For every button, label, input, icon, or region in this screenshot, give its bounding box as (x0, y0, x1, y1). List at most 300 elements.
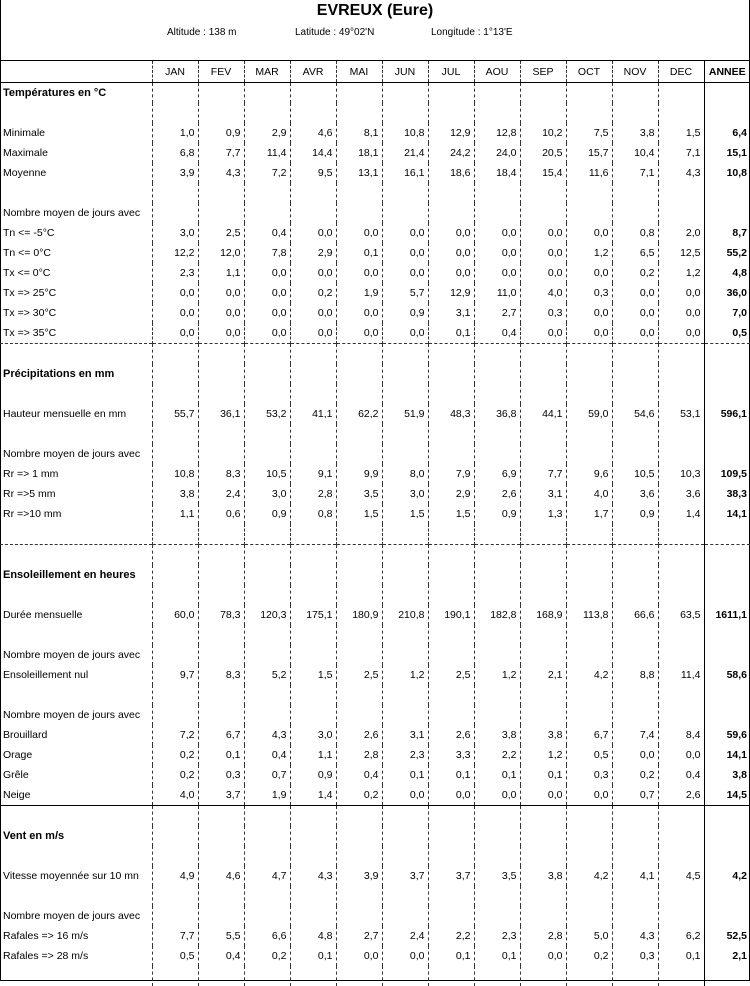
annual-value-cell: 3,8 (704, 765, 750, 785)
month-value-cell (152, 906, 198, 926)
month-value-cell (612, 826, 658, 846)
month-value-cell (612, 685, 658, 705)
month-value-cell: 4,5 (658, 866, 704, 886)
month-value-cell: 0,0 (520, 263, 566, 283)
month-value-cell: 6,2 (658, 926, 704, 946)
month-value-cell (290, 705, 336, 725)
annual-value-cell: 6,4 (704, 123, 750, 143)
spacer-row (0, 966, 750, 986)
month-value-cell: 175,1 (290, 605, 336, 625)
month-value-cell (244, 384, 290, 404)
month-value-cell: 11,0 (474, 283, 520, 303)
annual-value-cell: 596,1 (704, 404, 750, 424)
month-value-cell: 13,1 (336, 163, 382, 183)
section-title: Températures en °C (0, 83, 152, 104)
annual-value-cell (704, 424, 750, 444)
row-label: Ensoleillement nul (0, 665, 152, 685)
month-value-cell (382, 565, 428, 585)
month-value-cell (290, 625, 336, 645)
month-value-cell: 3,1 (428, 303, 474, 323)
month-value-cell: 4,3 (198, 163, 244, 183)
month-value-cell (336, 826, 382, 846)
month-value-cell (566, 83, 612, 104)
month-value-cell (612, 966, 658, 986)
month-value-cell: 0,0 (152, 303, 198, 323)
month-value-cell: 1,1 (198, 263, 244, 283)
month-value-cell: 0,0 (658, 283, 704, 303)
month-value-cell: 6,7 (566, 725, 612, 745)
annual-value-cell (704, 966, 750, 986)
annual-value-cell (704, 846, 750, 866)
month-value-cell (428, 645, 474, 665)
month-value-cell (244, 344, 290, 365)
month-value-cell: 0,1 (290, 946, 336, 966)
month-value-cell: 182,8 (474, 605, 520, 625)
month-value-cell: 4,7 (244, 866, 290, 886)
month-value-cell (152, 846, 198, 866)
month-value-cell (566, 565, 612, 585)
annual-value-cell: 14,1 (704, 504, 750, 524)
month-value-cell: 0,0 (428, 263, 474, 283)
row-label (0, 846, 152, 866)
month-value-cell (290, 103, 336, 123)
month-value-cell: 0,0 (428, 243, 474, 263)
month-value-cell (520, 685, 566, 705)
month-value-cell: 0,0 (336, 223, 382, 243)
row-label: Tx <= 0°C (0, 263, 152, 283)
month-value-cell: 10,8 (382, 123, 428, 143)
row-label (0, 685, 152, 705)
month-value-cell (244, 545, 290, 566)
month-value-cell (336, 203, 382, 223)
month-value-cell: 54,6 (612, 404, 658, 424)
month-value-cell (290, 444, 336, 464)
month-value-cell: 0,5 (152, 946, 198, 966)
month-value-cell (198, 364, 244, 384)
month-value-cell (428, 524, 474, 545)
annual-value-cell: 10,8 (704, 163, 750, 183)
month-value-cell: 0,0 (566, 785, 612, 806)
month-value-cell (612, 886, 658, 906)
month-value-cell (198, 846, 244, 866)
month-value-cell (336, 906, 382, 926)
month-value-cell: 0,0 (244, 323, 290, 344)
month-value-cell: 4,9 (152, 866, 198, 886)
column-header: JUL (428, 61, 474, 83)
header-blank-cell (0, 61, 152, 83)
month-value-cell: 9,5 (290, 163, 336, 183)
month-value-cell (612, 565, 658, 585)
month-value-cell (520, 966, 566, 986)
month-value-cell (198, 565, 244, 585)
month-value-cell (566, 846, 612, 866)
month-value-cell (612, 83, 658, 104)
month-value-cell (382, 364, 428, 384)
row-label: Nombre moyen de jours avec (0, 705, 152, 725)
month-value-cell: 0,0 (336, 263, 382, 283)
month-value-cell (152, 966, 198, 986)
month-value-cell (244, 705, 290, 725)
month-value-cell: 0,1 (198, 745, 244, 765)
month-value-cell (290, 886, 336, 906)
month-value-cell: 2,2 (428, 926, 474, 946)
table-row (0, 464, 750, 484)
row-label: Tx => 30°C (0, 303, 152, 323)
month-value-cell: 10,8 (152, 464, 198, 484)
month-value-cell (198, 806, 244, 827)
month-value-cell (198, 384, 244, 404)
month-value-cell: 7,2 (152, 725, 198, 745)
month-value-cell (612, 585, 658, 605)
month-value-cell: 8,8 (612, 665, 658, 685)
month-value-cell: 9,7 (152, 665, 198, 685)
month-value-cell: 0,2 (566, 946, 612, 966)
month-value-cell: 5,5 (198, 926, 244, 946)
month-value-cell (658, 906, 704, 926)
month-value-cell (336, 565, 382, 585)
latitude-label: Latitude : 49°02'N (295, 27, 374, 38)
month-value-cell: 0,0 (382, 223, 428, 243)
month-value-cell (474, 524, 520, 545)
row-label: Brouillard (0, 725, 152, 745)
month-value-cell (428, 906, 474, 926)
month-value-cell (152, 344, 198, 365)
month-value-cell: 0,2 (336, 785, 382, 806)
month-value-cell: 24,2 (428, 143, 474, 163)
month-value-cell (658, 806, 704, 827)
month-value-cell (520, 826, 566, 846)
month-value-cell: 10,3 (658, 464, 704, 484)
month-value-cell: 1,5 (290, 665, 336, 685)
row-label: Nombre moyen de jours avec (0, 203, 152, 223)
table-row (0, 605, 750, 625)
section-header-row (0, 364, 750, 384)
month-value-cell: 3,5 (474, 866, 520, 886)
month-value-cell: 0,0 (566, 263, 612, 283)
month-value-cell: 5,0 (566, 926, 612, 946)
month-value-cell (566, 183, 612, 203)
annual-value-cell: 52,5 (704, 926, 750, 946)
month-value-cell: 0,1 (428, 323, 474, 344)
month-value-cell (520, 103, 566, 123)
month-value-cell (290, 524, 336, 545)
row-label: Nombre moyen de jours avec (0, 906, 152, 926)
month-value-cell (198, 585, 244, 605)
month-value-cell: 2,5 (428, 665, 474, 685)
month-value-cell (566, 625, 612, 645)
month-value-cell: 1,1 (290, 745, 336, 765)
month-value-cell: 0,0 (198, 283, 244, 303)
month-value-cell: 3,5 (336, 484, 382, 504)
month-value-cell (244, 424, 290, 444)
table-body (0, 83, 750, 986)
month-value-cell: 2,5 (198, 223, 244, 243)
month-value-cell (290, 826, 336, 846)
column-header: FEV (198, 61, 244, 83)
month-value-cell: 0,2 (152, 765, 198, 785)
spacer-row (0, 384, 750, 404)
month-value-cell (428, 364, 474, 384)
month-value-cell (336, 424, 382, 444)
row-label: Tx => 25°C (0, 283, 152, 303)
month-value-cell (520, 183, 566, 203)
month-value-cell (382, 183, 428, 203)
month-value-cell (520, 565, 566, 585)
annual-value-cell (704, 685, 750, 705)
month-value-cell: 3,0 (382, 484, 428, 504)
month-value-cell: 4,1 (612, 866, 658, 886)
month-value-cell: 7,1 (658, 143, 704, 163)
annual-value-cell: 1611,1 (704, 605, 750, 625)
month-value-cell: 0,2 (612, 263, 658, 283)
section-header-row (0, 565, 750, 585)
month-value-cell (382, 384, 428, 404)
month-value-cell (428, 444, 474, 464)
month-value-cell: 0,0 (520, 243, 566, 263)
row-label: Moyenne (0, 163, 152, 183)
month-value-cell: 12,0 (198, 243, 244, 263)
month-value-cell (290, 183, 336, 203)
table-row (0, 725, 750, 745)
month-value-cell (520, 203, 566, 223)
month-value-cell (152, 565, 198, 585)
month-value-cell (474, 203, 520, 223)
month-value-cell (382, 705, 428, 725)
month-value-cell: 0,2 (152, 745, 198, 765)
annual-value-cell (704, 886, 750, 906)
annual-value-cell (704, 585, 750, 605)
month-value-cell (428, 826, 474, 846)
month-value-cell: 0,0 (382, 323, 428, 344)
month-value-cell: 0,0 (658, 745, 704, 765)
month-value-cell: 0,8 (612, 223, 658, 243)
month-value-cell (290, 585, 336, 605)
month-value-cell (244, 524, 290, 545)
annual-value-cell: 7,0 (704, 303, 750, 323)
annual-value-cell: 14,5 (704, 785, 750, 806)
month-value-cell: 6,9 (474, 464, 520, 484)
row-label (0, 103, 152, 123)
month-value-cell (566, 364, 612, 384)
month-value-cell: 12,9 (428, 283, 474, 303)
month-value-cell (336, 645, 382, 665)
month-value-cell: 24,0 (474, 143, 520, 163)
annual-value-cell (704, 183, 750, 203)
month-value-cell: 1,5 (428, 504, 474, 524)
month-value-cell (658, 524, 704, 545)
month-value-cell (566, 705, 612, 725)
month-value-cell: 53,1 (658, 404, 704, 424)
month-value-cell: 0,0 (658, 323, 704, 344)
table-row (0, 223, 750, 243)
month-value-cell (566, 966, 612, 986)
month-value-cell: 0,5 (566, 745, 612, 765)
month-value-cell: 3,8 (152, 484, 198, 504)
column-header: JUN (382, 61, 428, 83)
month-value-cell (474, 103, 520, 123)
month-value-cell: 120,3 (244, 605, 290, 625)
month-value-cell: 190,1 (428, 605, 474, 625)
month-value-cell (612, 344, 658, 365)
month-value-cell (290, 906, 336, 926)
month-value-cell (474, 846, 520, 866)
table-row (0, 163, 750, 183)
annual-value-cell: 15,1 (704, 143, 750, 163)
month-value-cell (520, 625, 566, 645)
month-value-cell: 10,5 (244, 464, 290, 484)
annual-value-cell (704, 565, 750, 585)
annual-value-cell: 8,7 (704, 223, 750, 243)
month-value-cell (474, 826, 520, 846)
month-value-cell (474, 444, 520, 464)
spacer-row (0, 585, 750, 605)
month-value-cell (612, 203, 658, 223)
month-value-cell (336, 103, 382, 123)
annual-value-cell (704, 203, 750, 223)
month-value-cell (198, 83, 244, 104)
month-value-cell (290, 806, 336, 827)
month-value-cell (198, 625, 244, 645)
month-value-cell: 0,9 (474, 504, 520, 524)
month-value-cell (244, 565, 290, 585)
month-value-cell (336, 966, 382, 986)
spacer-row (0, 705, 750, 725)
month-value-cell (428, 685, 474, 705)
month-value-cell: 6,8 (152, 143, 198, 163)
month-value-cell: 0,0 (244, 303, 290, 323)
table-row (0, 946, 750, 966)
month-value-cell (244, 625, 290, 645)
month-value-cell: 4,6 (290, 123, 336, 143)
table-row (0, 323, 750, 344)
month-value-cell: 1,4 (290, 785, 336, 806)
month-value-cell: 2,3 (152, 263, 198, 283)
month-value-cell (290, 424, 336, 444)
month-value-cell (290, 685, 336, 705)
month-value-cell (566, 585, 612, 605)
annual-value-cell (704, 705, 750, 725)
table-row (0, 745, 750, 765)
month-value-cell: 4,3 (244, 725, 290, 745)
month-value-cell (658, 344, 704, 365)
month-value-cell: 0,0 (566, 323, 612, 344)
month-value-cell (520, 806, 566, 827)
table-row (0, 283, 750, 303)
spacer-row (0, 846, 750, 866)
column-header: AVR (290, 61, 336, 83)
month-value-cell (474, 886, 520, 906)
table-row (0, 785, 750, 806)
row-label: Orage (0, 745, 152, 765)
month-value-cell: 0,2 (290, 283, 336, 303)
row-label: Vitesse moyennée sur 10 mn (0, 866, 152, 886)
month-value-cell: 7,9 (428, 464, 474, 484)
month-value-cell (474, 806, 520, 827)
table-row (0, 504, 750, 524)
month-value-cell: 36,8 (474, 404, 520, 424)
month-value-cell (474, 344, 520, 365)
section-title: Ensoleillement en heures (0, 565, 152, 585)
month-value-cell: 15,7 (566, 143, 612, 163)
month-value-cell (612, 545, 658, 566)
month-value-cell: 0,3 (612, 946, 658, 966)
month-value-cell (152, 585, 198, 605)
month-value-cell (520, 705, 566, 725)
month-value-cell: 3,7 (198, 785, 244, 806)
month-value-cell: 18,6 (428, 163, 474, 183)
month-value-cell: 7,8 (244, 243, 290, 263)
spacer-row (0, 645, 750, 665)
row-label: Grêle (0, 765, 152, 785)
month-value-cell: 0,4 (474, 323, 520, 344)
month-value-cell: 44,1 (520, 404, 566, 424)
month-value-cell (382, 524, 428, 545)
month-value-cell (290, 203, 336, 223)
month-value-cell: 12,8 (474, 123, 520, 143)
month-value-cell (520, 545, 566, 566)
month-value-cell: 0,9 (244, 504, 290, 524)
table-row (0, 263, 750, 283)
month-value-cell: 2,2 (474, 745, 520, 765)
month-value-cell (336, 384, 382, 404)
month-value-cell (336, 846, 382, 866)
annual-value-cell (704, 83, 750, 104)
month-value-cell: 1,2 (382, 665, 428, 685)
month-value-cell (152, 203, 198, 223)
month-value-cell: 8,3 (198, 464, 244, 484)
month-value-cell (474, 424, 520, 444)
annual-value-cell: 55,2 (704, 243, 750, 263)
month-value-cell: 0,1 (428, 946, 474, 966)
month-value-cell (198, 103, 244, 123)
annual-value-cell (704, 625, 750, 645)
month-value-cell (336, 886, 382, 906)
month-value-cell (658, 103, 704, 123)
month-value-cell (428, 384, 474, 404)
annual-value-cell (704, 545, 750, 566)
month-value-cell (520, 886, 566, 906)
month-value-cell: 2,6 (428, 725, 474, 745)
month-value-cell (474, 364, 520, 384)
month-value-cell: 3,7 (428, 866, 474, 886)
month-value-cell (474, 183, 520, 203)
column-header: DEC (658, 61, 704, 83)
table-row (0, 765, 750, 785)
longitude-label: Longitude : 1°13'E (431, 27, 513, 38)
month-value-cell: 3,7 (382, 866, 428, 886)
month-value-cell (198, 886, 244, 906)
table-row (0, 123, 750, 143)
section-title: Vent en m/s (0, 826, 152, 846)
spacer-row (0, 344, 750, 365)
month-value-cell: 0,0 (382, 946, 428, 966)
month-value-cell (198, 826, 244, 846)
month-value-cell (244, 806, 290, 827)
month-value-cell: 3,0 (152, 223, 198, 243)
month-value-cell: 4,2 (566, 665, 612, 685)
month-value-cell (152, 685, 198, 705)
row-label: Durée mensuelle (0, 605, 152, 625)
month-value-cell: 0,1 (428, 765, 474, 785)
month-value-cell (658, 183, 704, 203)
month-value-cell: 4,8 (290, 926, 336, 946)
month-value-cell (474, 645, 520, 665)
month-value-cell: 4,2 (566, 866, 612, 886)
altitude-label: Altitude : 138 m (167, 27, 236, 38)
month-value-cell: 0,0 (474, 785, 520, 806)
month-value-cell (382, 886, 428, 906)
month-value-cell: 0,0 (474, 243, 520, 263)
